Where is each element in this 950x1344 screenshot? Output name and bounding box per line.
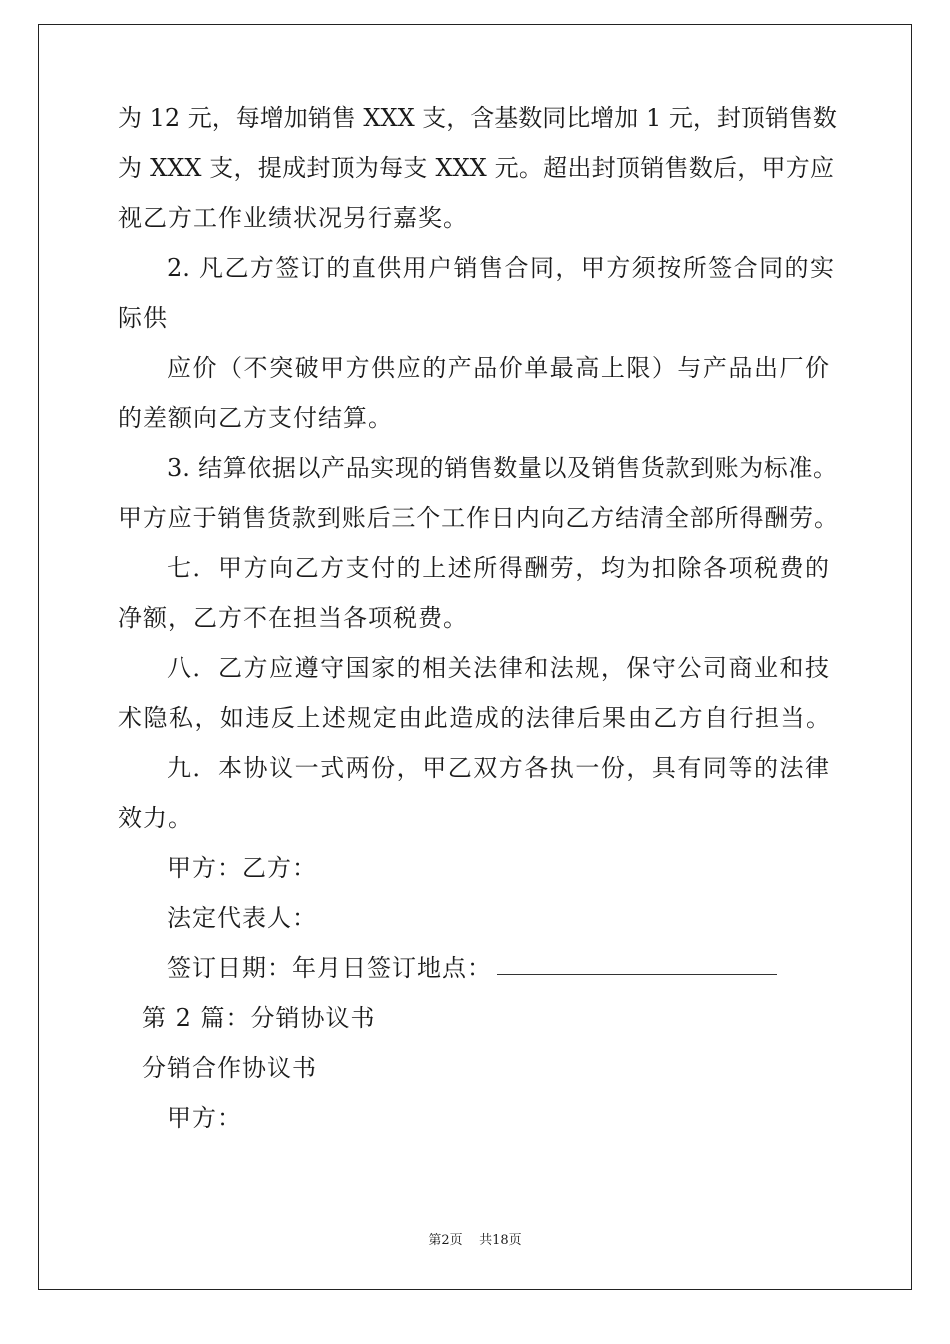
paragraph-line-12: 八．乙方应遵守国家的相关法律和法规，保守公司商业和技 xyxy=(167,654,829,682)
paragraph-line-8: 3. 结算依据以产品实现的销售数量以及销售货款到账为标准。 xyxy=(167,454,837,482)
signing-place-blank xyxy=(497,974,777,975)
paragraph-line-7: 的差额向乙方支付结算。 xyxy=(118,404,393,432)
paragraph-line-6: 应价（不突破甲方供应的产品价单最高上限）与产品出厂价 xyxy=(167,354,829,382)
agreement-title: 分销合作协议书 xyxy=(142,1054,317,1082)
paragraph-line-14: 九．本协议一式两份，甲乙双方各执一份，具有同等的法律 xyxy=(167,754,829,782)
signature-parties-line: 甲方：乙方： xyxy=(167,854,317,882)
paragraph-line-10: 七．甲方向乙方支付的上述所得酬劳，均为扣除各项税费的 xyxy=(167,554,829,582)
paragraph-line-13: 术隐私，如违反上述规定由此造成的法律后果由乙方自行担当。 xyxy=(118,704,830,732)
paragraph-line-4: 2. 凡乙方签订的直供用户销售合同，甲方须按所签合同的实 xyxy=(167,254,834,282)
signing-date-place-line: 签订日期：年月日签订地点： xyxy=(167,954,492,982)
paragraph-line-5: 际供 xyxy=(118,304,168,332)
legal-representative-line: 法定代表人： xyxy=(167,904,317,932)
paragraph-line-2: 为 XXX 支，提成封顶为每支 XXX 元。超出封顶销售数后，甲方应 xyxy=(118,154,834,182)
party-a-line: 甲方： xyxy=(167,1104,242,1132)
section-heading: 第 2 篇：分销协议书 xyxy=(142,1004,376,1032)
paragraph-line-11: 净额，乙方不在担当各项税费。 xyxy=(118,604,468,632)
paragraph-line-9: 甲方应于销售货款到账后三个工作日内向乙方结清全部所得酬劳。 xyxy=(118,504,838,532)
paragraph-line-3: 视乙方工作业绩状况另行嘉奖。 xyxy=(118,204,468,232)
paragraph-line-1: 为 12 元，每增加销售 XXX 支，含基数同比增加 1 元，封顶销售数 xyxy=(118,104,837,132)
page-footer: 第2页 共18页 xyxy=(428,1233,522,1248)
paragraph-line-15: 效力。 xyxy=(118,804,193,832)
